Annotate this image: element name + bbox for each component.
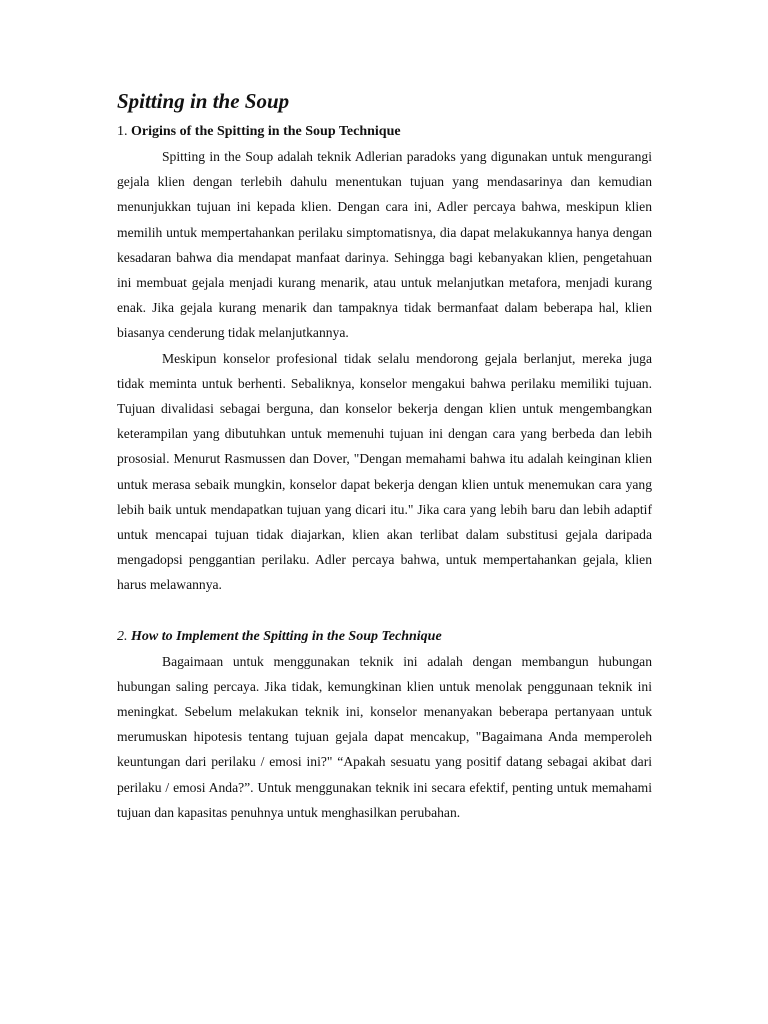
paragraph: Meskipun konselor profesional tidak selalu mendorong gejala berlanjut, mereka juga tidak meminta untuk berhenti. Sebaliknya, konselor mengakui bahwa perilaku memiliki tujuan. Tujuan divalidasi sebagai berguna, dan konselor bekerja dengan klien untuk mengembangkan keterampilan yang dibutuhkan untuk memenuhi tujuan ini dengan cara yang berbeda dan lebih prososial. Menurut Rasmussen dan Dover, "Dengan memahami bahwa itu adalah keinginan klien untuk merasa sebaik mungkin, konselor dapat bekerja dengan klien untuk menemukan cara yang lebih baik untuk mendapatkan tujuan yang dicari itu." Jika cara yang lebih baru dan lebih adaptif untuk mencapai tujuan tidak diajarkan, klien akan terlibat dalam substitusi gejala daripada mengadopsi penggantian perilaku. Adler percaya bahwa, untuk mempertahankan gejala, klien harus melawannya. <box>117 350 652 593</box>
section-implementation <box>117 625 652 825</box>
section-heading-implementation <box>117 625 652 649</box>
section-origins <box>117 120 652 598</box>
paragraph: Bagaimaan untuk menggunakan teknik ini adalah dengan membangun hubungan hubungan saling percaya. Jika tidak, kemungkinan klien untuk menolak penggunaan teknik ini meningkat. Sebelum melakukan teknik ini, konselor menanyakan beberapa pertanyaan untuk merumuskan hipotesis tentang tujuan gejala dapat mencakup, "Bagaimana Anda memperoleh keuntungan dari perilaku / emosi ini?" “Apakah sesuatu yang positif datang sebagai akibat dari perilaku / emosi Anda?”. Untuk menggunakan teknik ini secara efektif, penting untuk memahami tujuan dan kapasitas penuhnya untuk menghasilkan perubahan. <box>117 653 652 820</box>
section-heading-origins <box>117 120 652 144</box>
section-title: How to Implement the Spitting in the Soup Technique <box>131 628 442 644</box>
document-title: Spitting in the Soup <box>117 89 290 113</box>
section-number: 1. <box>117 124 128 139</box>
section-number: 2. <box>117 628 128 644</box>
section-title: Origins of the Spitting in the Soup Technique <box>131 124 401 139</box>
paragraph: Spitting in the Soup adalah teknik Adlerian paradoks yang digunakan untuk mengurangi gejala klien dengan terlebih dahulu menentukan tujuan yang mendasarinya dan kemudian menunjukkan tujuan ini kepada klien. Dengan cara ini, Adler percaya bahwa, meskipun klien memilih untuk mempertahankan perilaku simptomatisnya, dia dapat melakukannya hanya dengan kesadaran bahwa dia mendapat manfaat darinya. Sehingga bagi kebanyakan klien, pengetahuan ini membuat gejala menjadi kurang menarik, atau untuk melanjutkan metafora, menjadi kurang enak. Jika gejala kurang menarik dan tampaknya tidak bermanfaat dalam beberapa hal, klien biasanya cenderung tidak melanjutkannya. <box>117 149 652 341</box>
document-page <box>117 86 652 825</box>
